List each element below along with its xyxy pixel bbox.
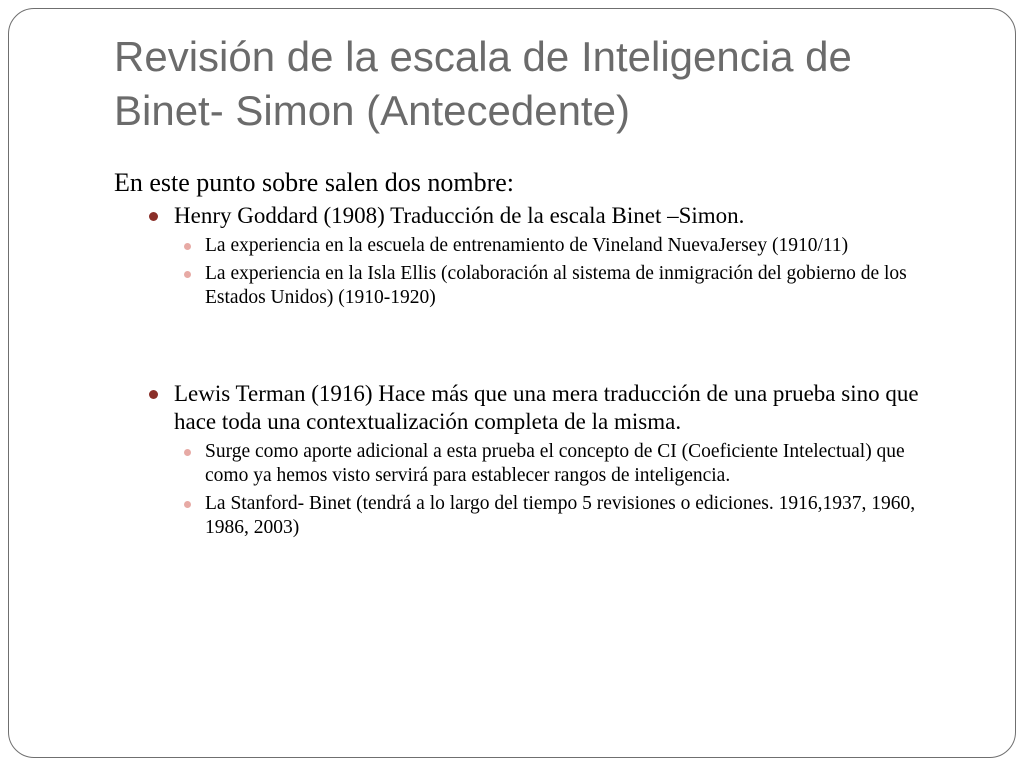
bullet-group-terman — [114, 380, 934, 540]
sub-bullet-dot-icon — [184, 501, 191, 508]
sub-bullet-dot-icon — [184, 449, 191, 456]
sub-bullet-dot-icon — [184, 271, 191, 278]
sub-bullet-text: La experiencia en la Isla Ellis (colaboración al sistema de inmigración del gobierno de los Estados Unidos) (1910-1920) — [205, 263, 907, 308]
bullet-text: Henry Goddard (1908) Traducción de la escala Binet –Simon. — [174, 203, 745, 228]
sub-bullet-text: La experiencia en la escuela de entrenamiento de Vineland NuevaJersey (1910/11) — [205, 235, 849, 256]
sub-bullet-ci — [114, 440, 934, 488]
bullet-dot-icon — [149, 212, 158, 221]
sub-bullet-vineland — [114, 234, 934, 258]
bullet-text: Lewis Terman (1916) Hace más que una mera traducción de una prueba sino que hace toda una contextualización completa de la misma. — [174, 381, 919, 434]
spacer — [114, 310, 934, 380]
bullet-item-goddard — [114, 202, 934, 230]
slide-title-line-2: Binet- Simon (Antecedente) — [114, 87, 630, 134]
bullet-dot-icon — [149, 390, 158, 399]
bullet-item-terman — [114, 380, 934, 436]
sub-bullet-dot-icon — [184, 243, 191, 250]
sub-bullet-ellis — [114, 262, 934, 310]
intro-text: En este punto sobre salen dos nombre: — [114, 168, 515, 197]
slide-title — [114, 30, 994, 138]
sub-bullet-stanford — [114, 492, 934, 540]
sub-bullet-text: Surge como aporte adicional a esta prueba el concepto de CI (Coeficiente Intelectual) que como ya hemos visto servirá para establecer rangos de inteligencia. — [205, 441, 905, 486]
slide-title-line-1: Revisión de la escala de Inteligencia de — [114, 33, 852, 80]
sub-bullet-text: La Stanford- Binet (tendrá a lo largo del tiempo 5 revisiones o ediciones. 1916,1937, 1960, 1986, 2003) — [205, 493, 916, 538]
bullet-group-goddard — [114, 202, 934, 310]
slide-body — [114, 166, 934, 540]
